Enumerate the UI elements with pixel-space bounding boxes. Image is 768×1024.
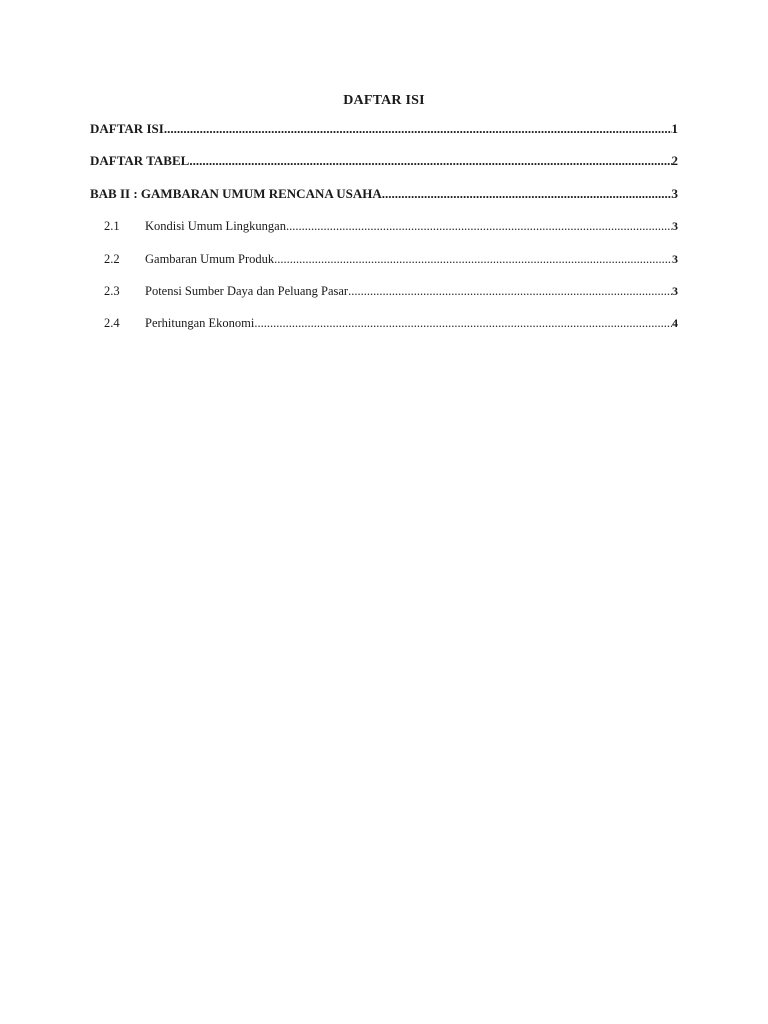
toc-section-number: 2.2 bbox=[104, 252, 120, 266]
toc-leader-dots bbox=[254, 315, 672, 331]
toc-section-number: 2.3 bbox=[104, 284, 120, 298]
toc-page-number: 4 bbox=[672, 316, 678, 330]
toc-page-number: 2 bbox=[671, 153, 678, 168]
toc-entry-daftar-tabel[interactable] bbox=[90, 153, 678, 169]
toc-leader-dots bbox=[274, 251, 672, 267]
toc-page-number: 3 bbox=[671, 186, 678, 201]
toc-entry-label: Kondisi Umum Lingkungan bbox=[145, 219, 286, 233]
toc-leader-dots bbox=[189, 153, 671, 169]
toc-leader-dots bbox=[286, 218, 672, 234]
toc-page-number: 3 bbox=[672, 252, 678, 266]
toc-leader-dots bbox=[348, 283, 672, 299]
page-title: DAFTAR ISI bbox=[343, 93, 425, 108]
toc-page-number: 3 bbox=[672, 219, 678, 233]
toc-section-number: 2.4 bbox=[104, 316, 120, 330]
toc-entry-2-3[interactable] bbox=[90, 283, 678, 299]
toc-entry-label: BAB II : GAMBARAN UMUM RENCANA USAHA bbox=[90, 186, 382, 201]
toc-entry-label: DAFTAR ISI bbox=[90, 121, 164, 136]
toc-leader-dots bbox=[382, 186, 672, 202]
toc-entry-label: Gambaran Umum Produk bbox=[145, 252, 275, 266]
toc-entry-bab-ii[interactable] bbox=[90, 186, 678, 202]
toc-entry-2-1[interactable] bbox=[90, 218, 678, 234]
toc-entry-label: Perhitungan Ekonomi bbox=[145, 316, 255, 330]
toc-section-number: 2.1 bbox=[104, 219, 120, 233]
toc-entry-2-4[interactable] bbox=[90, 315, 678, 331]
toc-page-number: 1 bbox=[671, 121, 678, 136]
toc-entry-2-2[interactable] bbox=[90, 251, 678, 267]
toc-leader-dots bbox=[164, 121, 672, 137]
toc-page-number: 3 bbox=[672, 284, 678, 298]
toc-entry-label: Potensi Sumber Daya dan Peluang Pasar bbox=[145, 284, 349, 298]
toc-entry-daftar-isi[interactable] bbox=[90, 121, 678, 137]
toc-entry-label: DAFTAR TABEL bbox=[90, 153, 190, 168]
